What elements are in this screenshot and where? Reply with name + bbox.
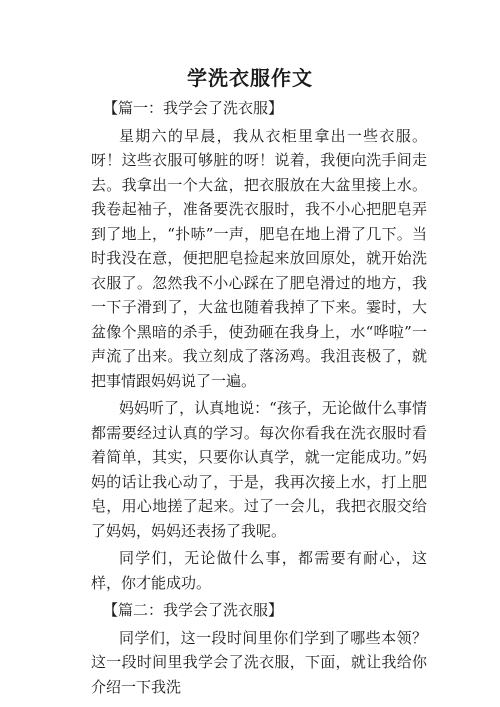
document-body bbox=[91, 96, 427, 699]
section-heading: 【篇二：我学会了洗衣服】 bbox=[103, 601, 284, 619]
paragraph: 同学们，这一段时间里你们学到了哪些本领？这一段时间里我学会了洗衣服，下面，就让我给你介绍一下我洗 bbox=[91, 628, 427, 696]
paragraph: 星期六的早晨，我从衣柜里拿出一些衣服。呀！这些衣服可够脏的呀！说着，我便向洗手间走去。我拿出一个大盆，把衣服放在大盆里接上水。我卷起袖子，准备要洗衣服时，我不小心把肥皂弄到了地上，“扑哧”一声，肥皂在地上滑了几下。当时我没在意，便把肥皂捡起来放回原处，就开始洗衣服了。忽然我不小心踩在了肥皂滑过的地方，我一下子滑到了，大盆也随着我掉了下来。霎时，大盆像个黑暗的杀手，使劲砸在我身上，水“哗啦”一声流了出来。我立刻成了落汤鸡。我沮丧极了，就把事情跟妈妈说了一遍。 bbox=[91, 126, 427, 390]
paragraph: 妈妈听了，认真地说：“孩子，无论做什么事情都需要经过认真的学习。每次你看我在洗衣服时看着简单，其实，只要你认真学，就一定能成功。”妈妈的话让我心动了，于是，我再次接上水，打上肥皂，用心地搓了起来。过了一会儿，我把衣服交给了妈妈，妈妈还表扬了我呢。 bbox=[91, 399, 427, 540]
paragraph: 同学们，无论做什么事，都需要有耐心，这样，你才能成功。 bbox=[91, 549, 427, 592]
section-heading: 【篇一：我学会了洗衣服】 bbox=[103, 99, 284, 117]
document-title: 学洗衣服作文 bbox=[187, 66, 313, 90]
